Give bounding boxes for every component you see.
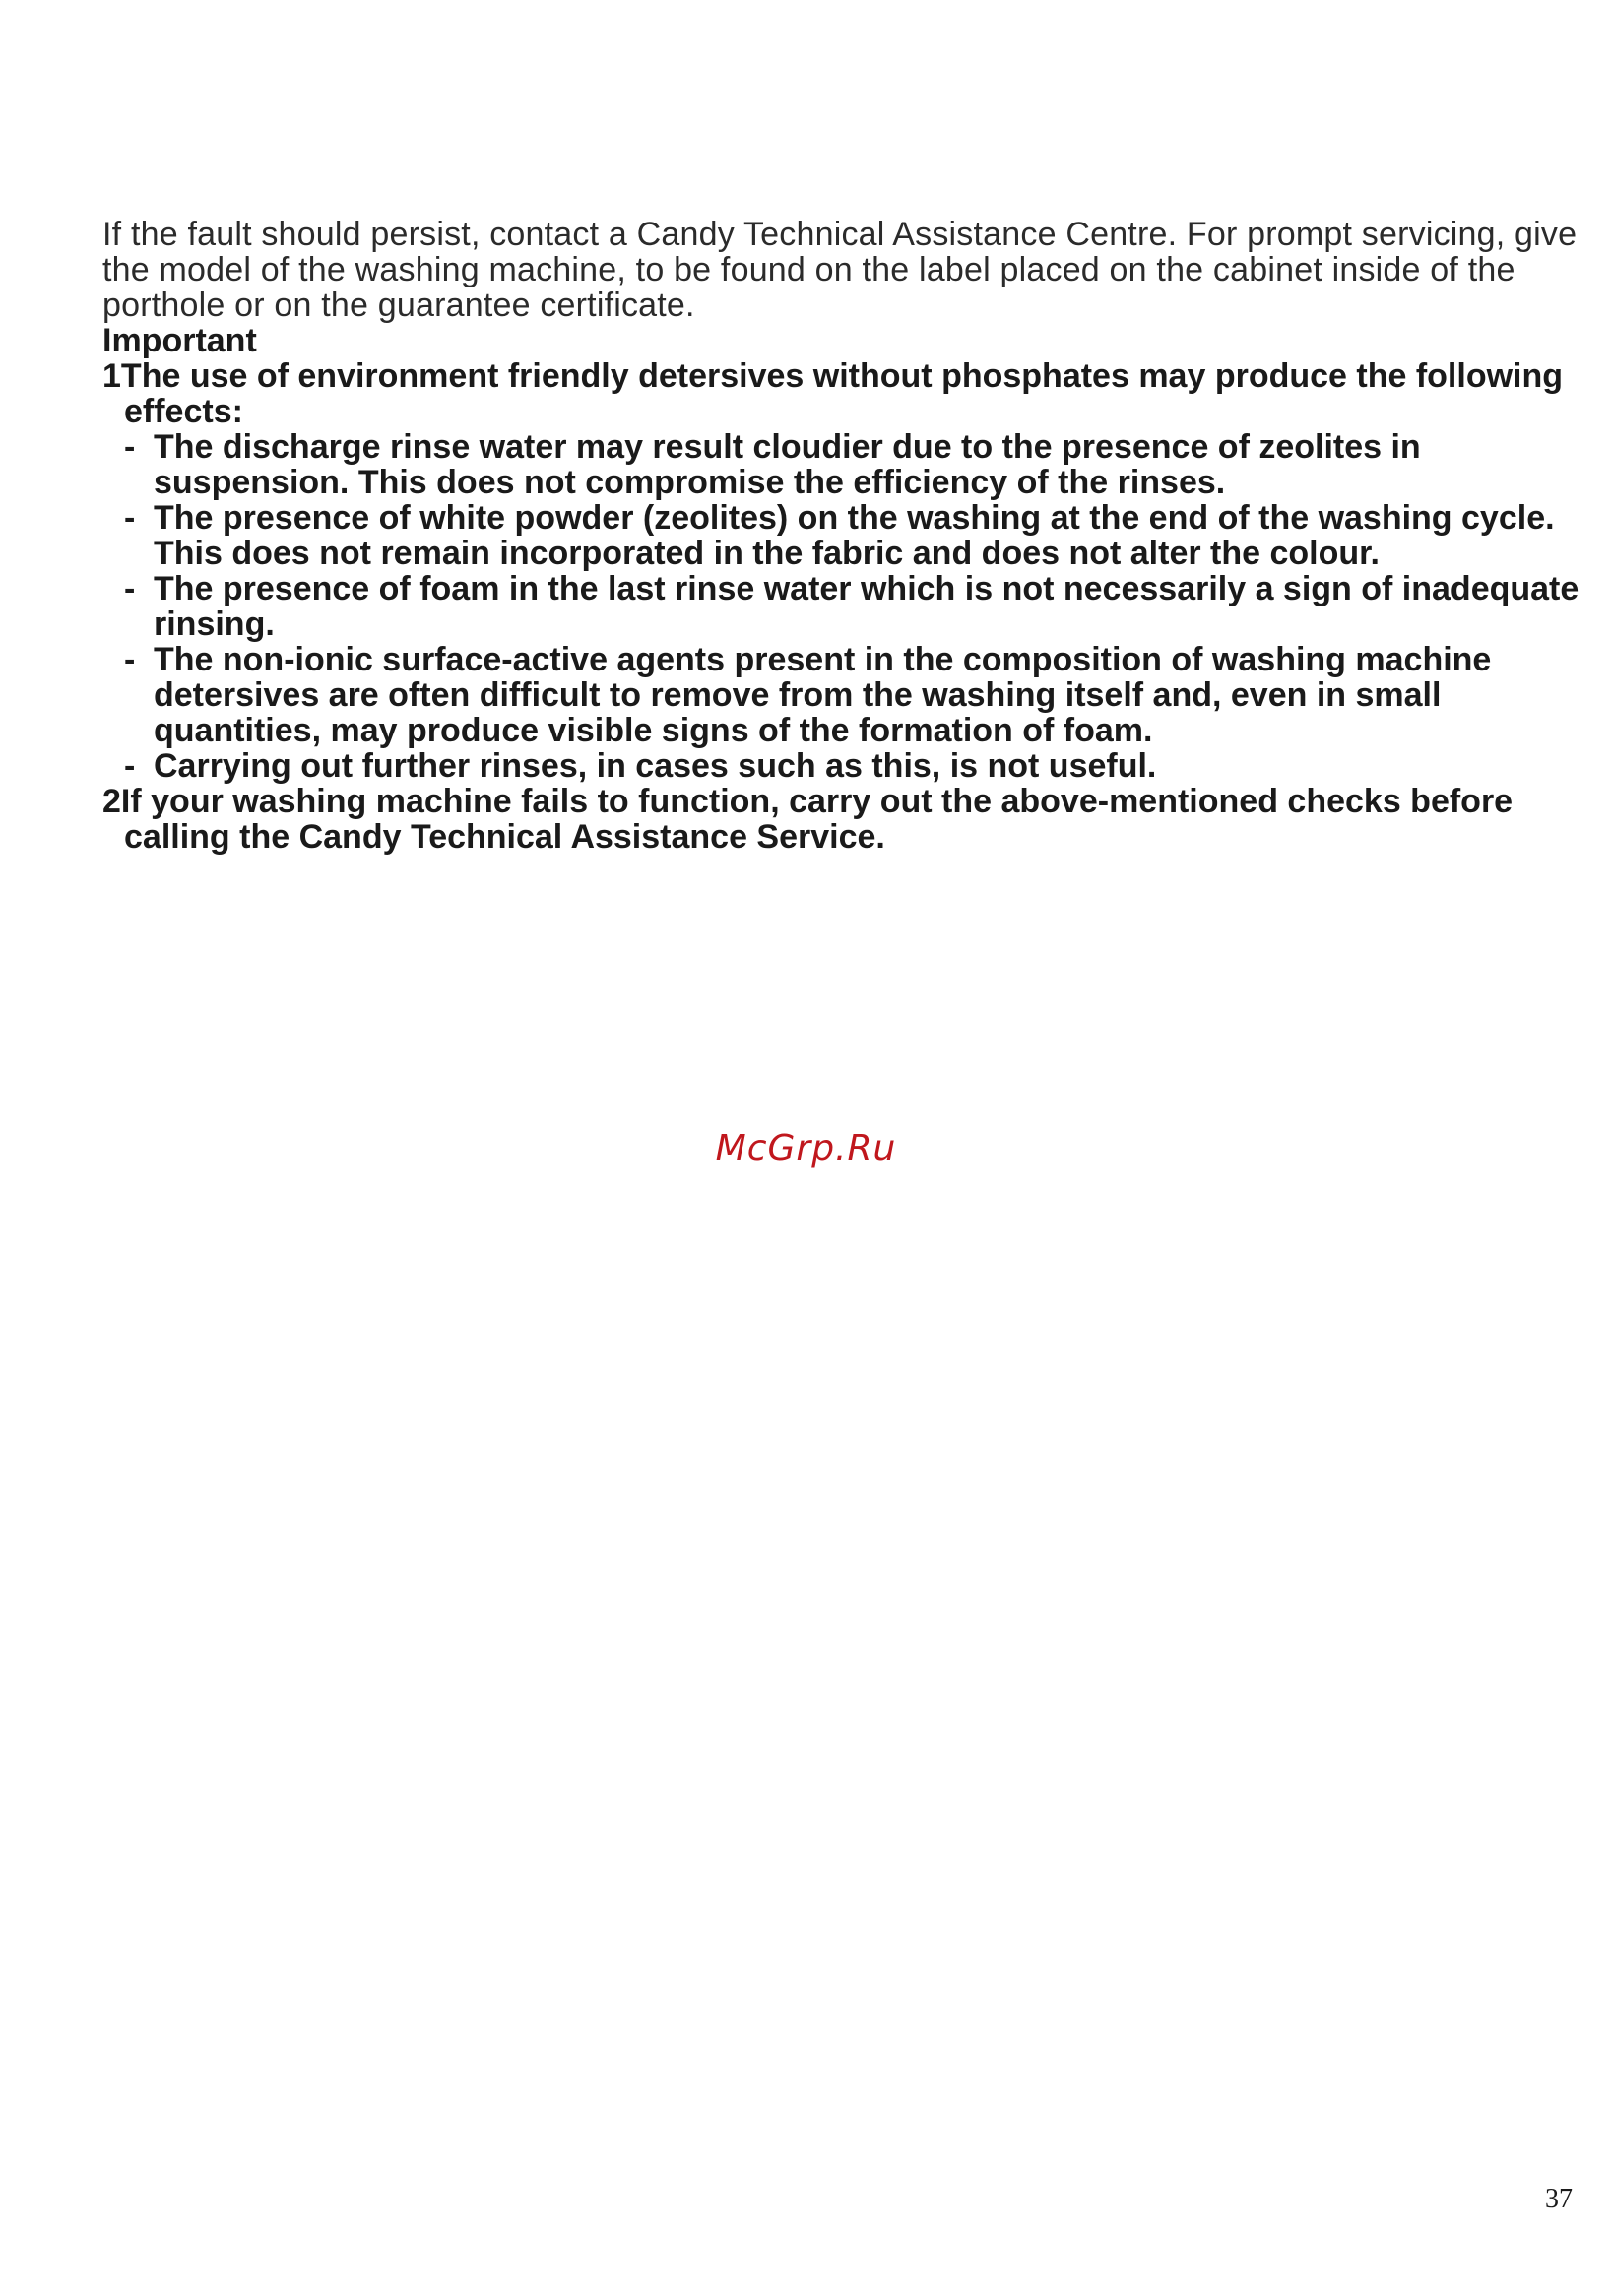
point-number: 1 <box>102 357 121 395</box>
list-item: - The presence of foam in the last rinse water which is not necessarily a sign of inadequate rinsing. <box>124 570 1580 643</box>
numbered-point-1 <box>102 358 1580 429</box>
point-number: 2 <box>102 783 121 820</box>
list-item: - The presence of white powder (zeolites) on the washing at the end of the washing cycle. This does not remain incorporated in the fabric and does not alter the colour. <box>124 499 1555 572</box>
important-heading: Important <box>102 322 257 359</box>
document-body <box>102 217 1580 855</box>
page-number: 37 <box>1545 2184 1573 2214</box>
intro-paragraph: If the fault should persist, contact a Candy Technical Assistance Centre. For prompt servicing, give the model of the washing machine, to be found on the label placed on the cabinet inside of the porthole or on the guarantee certificate. <box>102 216 1578 324</box>
numbered-point-2 <box>102 784 1580 855</box>
list-item: - The non-ionic surface-active agents present in the composition of washing machine detersives are often difficult to remove from the washing itself and, even in small quantities, may produce visible signs of the formation of foam. <box>124 641 1492 749</box>
list-item: - Carrying out further rinses, in cases such as this, is not useful. <box>124 747 1157 785</box>
list-item: - The discharge rinse water may result cloudier due to the presence of zeolites in suspension. This does not compromise the efficiency of the rinses. <box>124 428 1421 501</box>
effects-list <box>102 429 1580 784</box>
point-text: If your washing machine fails to function, carry out the above-mentioned checks before calling the Candy Technical Assistance Service. <box>120 783 1514 856</box>
watermark: McGrp.Ru <box>715 1128 897 1169</box>
point-text: The use of environment friendly detersives without phosphates may produce the following effects: <box>120 357 1564 430</box>
